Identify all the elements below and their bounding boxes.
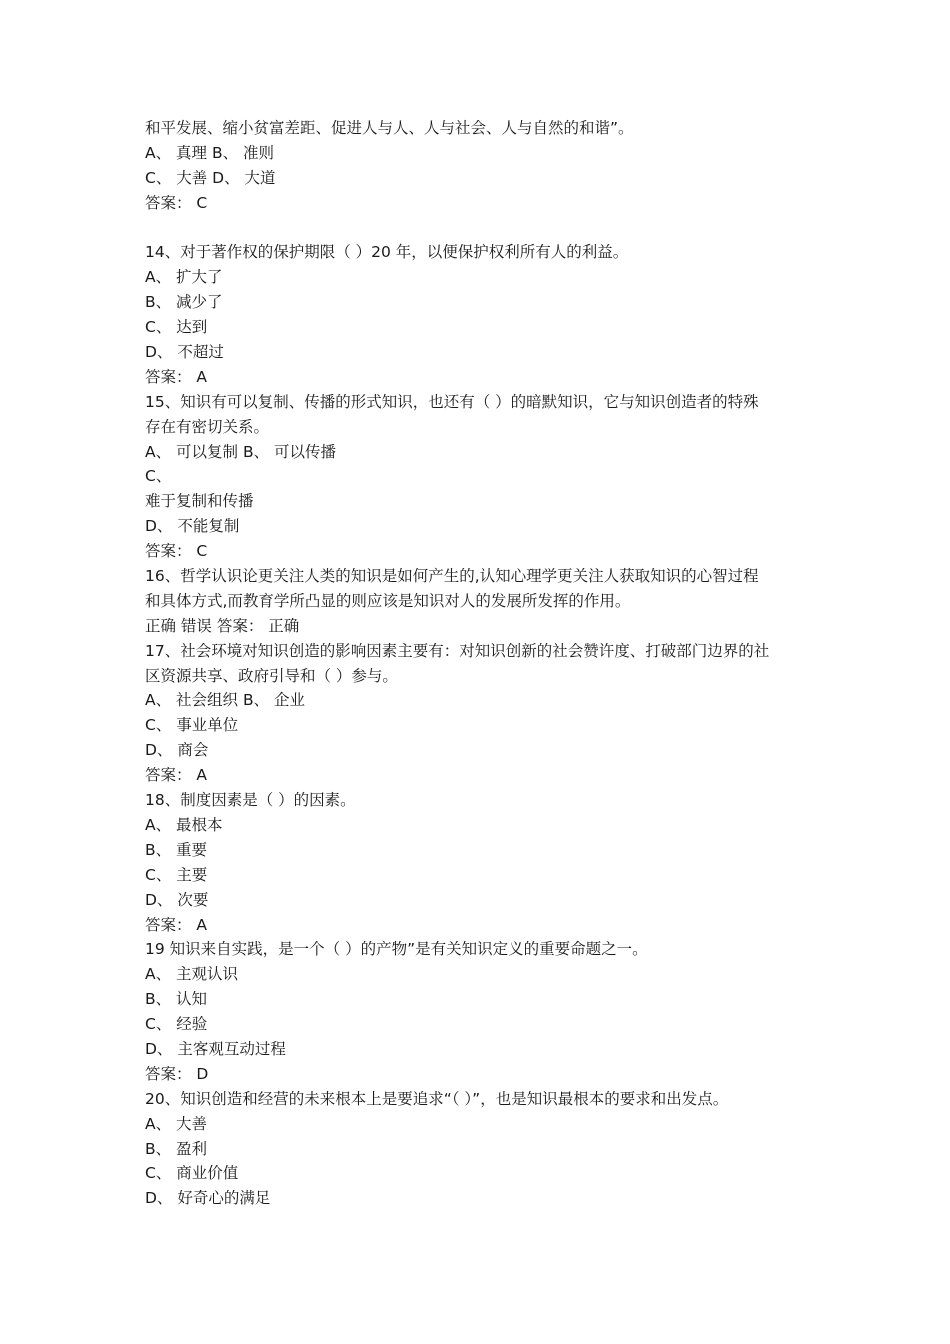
option-line: C、 大善 D、 大道 [145,168,276,187]
answer-line: 答案： A [145,766,208,785]
option-line: A、 真理 B、 准则 [145,143,275,162]
answer-line: 答案： D [145,1064,209,1083]
text-line: 难于复制和传播 [145,492,254,511]
option-line: A、 大善 [145,1114,208,1133]
option-line: A、 扩大了 [145,268,223,287]
option-line: A、 主观认识 [145,965,239,984]
option-line: C、 达到 [145,318,208,337]
option-line: C、 主要 [145,865,208,884]
option-line: A、 社会组织 B、 企业 [145,691,306,710]
answer-line: 答案： C [145,193,208,212]
option-line: B、 认知 [145,990,208,1009]
text-line: 存在有密切关系。 [145,417,270,436]
option-line: D、 主客观互动过程 [145,1039,286,1058]
option-line: A、 最根本 [145,815,223,834]
question-text: 18、制度因素是（ ）的因素。 [145,791,356,810]
option-line: D、 好奇心的满足 [145,1189,271,1208]
option-line: C、 经验 [145,1015,208,1034]
option-line: C、 商业价值 [145,1164,239,1183]
answer-line: 答案： A [145,915,208,934]
answer-line: 答案： C [145,542,208,561]
question-text: 17、社会环境对知识创造的影响因素主要有：对知识创新的社会赞许度、打破部门边界的社 [145,641,770,660]
question-text: 16、哲学认识论更关注人类的知识是如何产生的,认知心理学更关注人获取知识的心智过程 [145,567,759,586]
option-line: D、 商会 [145,741,209,760]
answer-line: 答案： A [145,367,208,386]
option-line: B、 减少了 [145,293,223,312]
blank-line [145,216,815,241]
text-line: 正确 错误 答案： 正确 [145,616,300,635]
question-text: 14、对于著作权的保护期限（ ）20 年，以便保护权利所有人的利益。 [145,243,629,262]
question-text: 19 知识来自实践，是一个（ ）的产物”是有关知识定义的重要命题之一。 [145,940,648,959]
option-line: A、 可以复制 B、 可以传播 [145,442,337,461]
text-line: 和平发展、缩小贫富差距、促进人与人、人与社会、人与自然的和谐”。 [145,119,634,137]
option-line: C、 事业单位 [145,716,239,735]
document-body [145,116,815,1211]
question-text: 20、知识创造和经营的未来根本上是要追求“（ ）”，也是知识最根本的要求和出发点。 [145,1089,729,1108]
option-line: D、 不超过 [145,343,224,362]
option-line: C、 [145,467,172,486]
option-line: B、 重要 [145,840,208,859]
text-line: 区资源共享、政府引导和（ ）参与。 [145,666,398,685]
option-line: D、 不能复制 [145,517,240,536]
option-line: D、 次要 [145,890,209,909]
text-line: 和具体方式,而教育学所凸显的则应该是知识对人的发展所发挥的作用。 [145,591,631,610]
option-line: B、 盈利 [145,1139,208,1158]
question-text: 15、知识有可以复制、传播的形式知识，也还有（ ）的暗默知识，它与知识创造者的特殊 [145,392,759,411]
